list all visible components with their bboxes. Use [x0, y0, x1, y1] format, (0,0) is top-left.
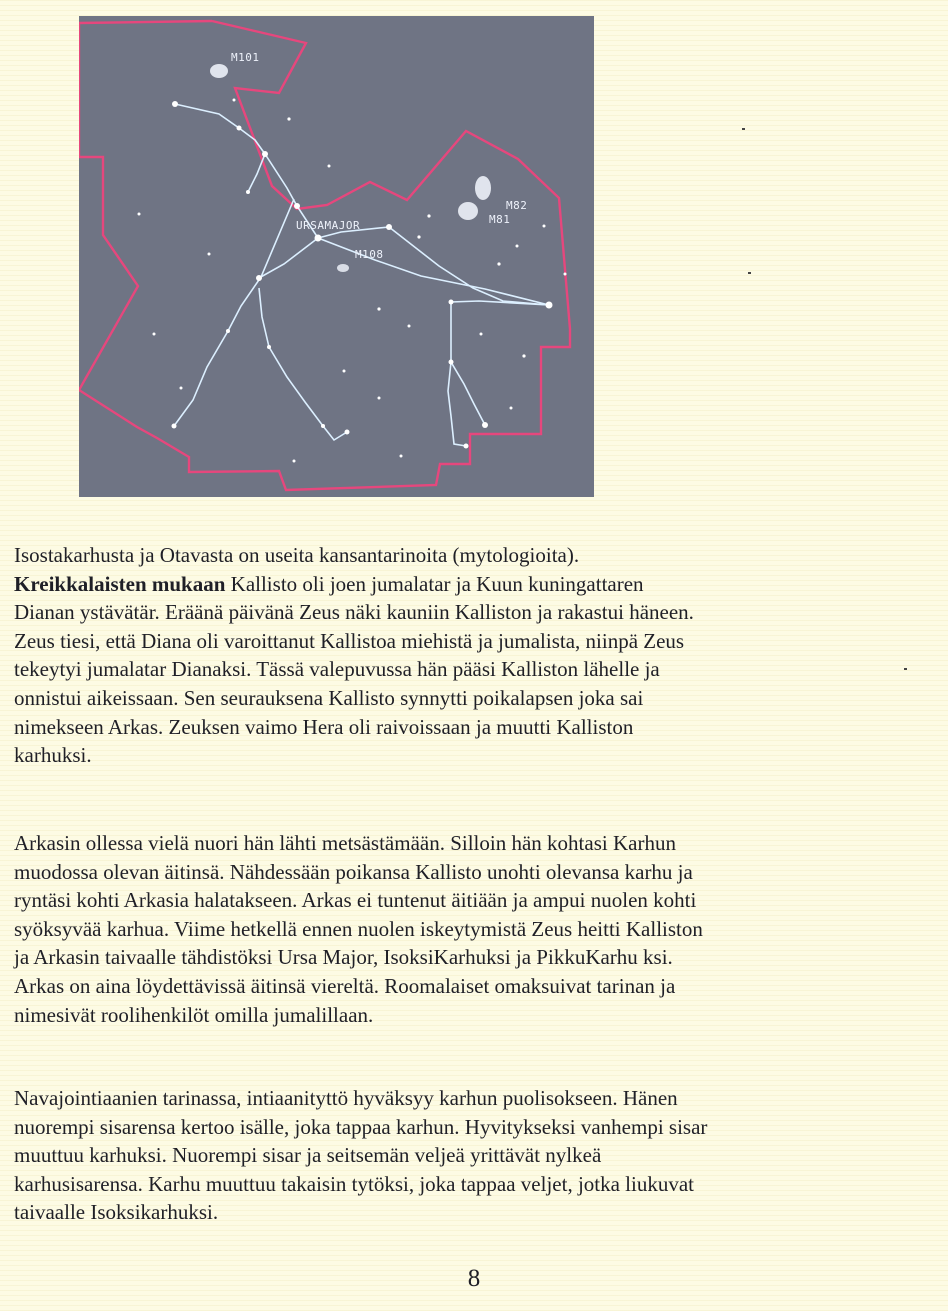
text-line: Navajointiaanien tarinassa, intiaanityttö hyväksyy karhun puolisokseen. Hänen — [14, 1086, 678, 1110]
star — [464, 444, 469, 449]
text-line: nimesivät roolihenkilöt omilla jumalillaan. — [14, 1002, 374, 1027]
star — [237, 126, 242, 131]
star — [449, 360, 454, 365]
star — [172, 424, 177, 429]
star — [378, 397, 381, 400]
text-line: ryntäsi kohti Arkasia halatakseen. Arkas ei tuntenut äitiään ja ampui nuolen kohti — [14, 888, 697, 913]
star — [522, 354, 525, 357]
text-line: nimekseen Arkas. Zeuksen vaimo Hera oli raivoissaan ja muutti Kalliston — [14, 714, 634, 739]
star — [138, 213, 141, 216]
constellation-boundary — [79, 21, 570, 490]
star — [180, 387, 183, 390]
m108-galaxy — [337, 264, 349, 272]
star — [480, 333, 483, 336]
star — [427, 214, 430, 217]
paragraph-greek-myth — [14, 541, 929, 770]
constellation-lines — [174, 104, 549, 446]
text-line: muodossa olevan äitinsä. Nähdessään poikansa Kallisto unohti olevansa karhu ja — [14, 859, 693, 884]
text-line: Arkasin ollessa vielä nuori hän lähti metsästämään. Silloin hän kohtasi Karhun — [14, 831, 676, 855]
star — [328, 165, 331, 168]
text-run: Kallisto oli joen jumalatar ja Kuun kuningattaren — [225, 571, 644, 596]
galaxy-glows — [210, 64, 491, 272]
scan-speck — [748, 272, 751, 274]
star — [345, 430, 350, 435]
m82-galaxy — [475, 176, 491, 200]
text-line: syöksyvää karhua. Viime hetkellä ennen nuolen iskeytymistä Zeus heitti Kalliston — [14, 916, 703, 941]
text-line: Arkas on aina löydettävissä äitinsä viereltä. Roomalaiset omaksuivat tarinan ja — [14, 973, 676, 998]
star — [294, 203, 300, 209]
star — [377, 307, 380, 310]
text-line: ja Arkasin taivaalle tähdistöksi Ursa Major, IsoksiKarhuksi ja PikkuKarhu ksi. — [14, 945, 673, 970]
star — [510, 407, 513, 410]
text-line: karhusisarensa. Karhu muuttuu takaisin tytöksi, joka tappaa veljet, jotka liukuvat — [14, 1171, 695, 1196]
star — [246, 190, 250, 194]
text-line: muuttuu karhuksi. Nuorempi sisar ja seitsemän veljeä yrittävät nylkeä — [14, 1143, 602, 1168]
star — [226, 329, 230, 333]
paragraph-arkas — [14, 829, 929, 1029]
page-number: 8 — [467, 1265, 481, 1292]
star — [172, 101, 178, 107]
text-line: Dianan ystävätär. Eräänä päivänä Zeus näki kauniin Kalliston ja rakastui häneen. — [14, 600, 694, 625]
star — [321, 424, 325, 428]
text-line — [14, 570, 929, 599]
star — [233, 99, 236, 102]
star — [153, 333, 156, 336]
star — [564, 273, 567, 276]
paragraph-navajo-myth — [14, 1084, 929, 1227]
star — [208, 253, 211, 256]
star — [287, 117, 290, 120]
stars — [138, 99, 567, 463]
m101-galaxy — [210, 64, 228, 78]
text-line: karhuksi. — [14, 743, 92, 768]
star — [449, 300, 454, 305]
star — [386, 224, 392, 230]
text-line: tekeytyi jumalatar Dianaksi. Tässä valepuvussa hän pääsi Kalliston lähelle ja — [14, 657, 660, 682]
star — [408, 325, 411, 328]
m82-label: M82 — [506, 199, 528, 212]
m108-label: M108 — [355, 248, 384, 261]
star — [516, 245, 519, 248]
star — [497, 262, 500, 265]
star — [256, 275, 262, 281]
scan-speck — [742, 128, 745, 130]
constellation-map — [79, 16, 594, 497]
ursa-major-label: URSAMAJOR — [296, 219, 361, 232]
star — [546, 302, 553, 309]
ursa-major-star-chart — [79, 16, 594, 497]
star — [293, 460, 296, 463]
star — [343, 370, 346, 373]
text-line: taivaalle Isoksikarhuksi. — [14, 1200, 219, 1225]
star — [417, 235, 420, 238]
star — [543, 225, 546, 228]
bold-heading: Kreikkalaisten mukaan — [14, 571, 226, 596]
star — [400, 455, 403, 458]
star — [482, 422, 488, 428]
text-line: onnistui aikeissaan. Sen seurauksena Kallisto synnytti poikalapsen joka sai — [14, 685, 644, 710]
m101-label: M101 — [231, 51, 260, 64]
star — [315, 235, 322, 242]
m81-galaxy — [458, 202, 478, 220]
text-line: Zeus tiesi, että Diana oli varoittanut Kallistoa miehistä ja jumalista, niinpä Zeus — [14, 628, 685, 653]
m81-label: M81 — [489, 213, 511, 226]
star — [262, 151, 268, 157]
star — [267, 345, 271, 349]
text-line: Isostakarhusta ja Otavasta on useita kansantarinoita (mytologioita). — [14, 543, 580, 567]
text-line: nuorempi sisarensa kertoo isälle, joka tappaa karhun. Hyvitykseksi vanhempi sisar — [14, 1114, 708, 1139]
